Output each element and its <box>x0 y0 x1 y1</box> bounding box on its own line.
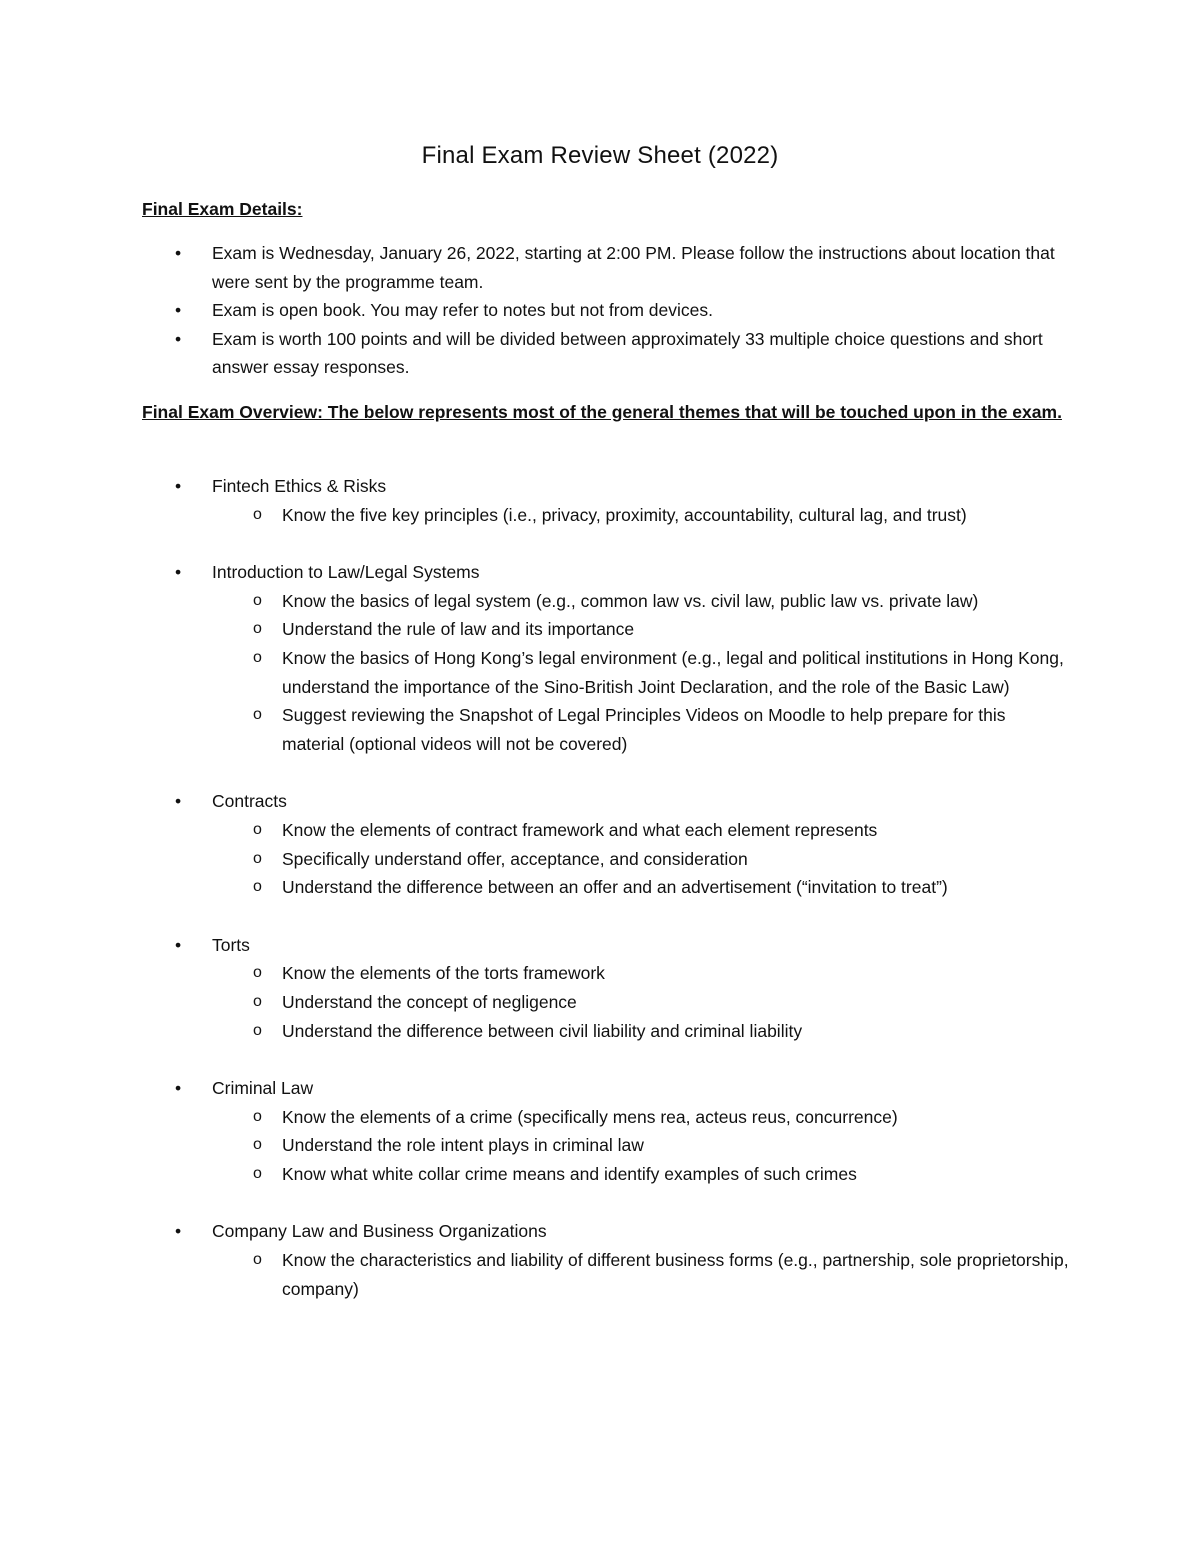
topic-name: Company Law and Business Organizations <box>212 1221 547 1242</box>
details-item-text: Exam is worth 100 points and will be divided between approximately 33 multiple choice questions and short answer essay responses. <box>212 328 1043 378</box>
bullet-icon: • <box>175 300 182 321</box>
spacer <box>142 758 1072 787</box>
topic-subitem <box>212 701 1072 758</box>
topic-subitem-text: Understand the role intent plays in criminal law <box>282 1135 644 1156</box>
topic-subitem <box>212 1103 1072 1132</box>
topics-list <box>142 472 1072 1303</box>
topic-subitem <box>212 959 1072 988</box>
bullet-icon: • <box>175 1078 182 1099</box>
topic-subitem <box>212 1160 1072 1189</box>
topic-name: Criminal Law <box>212 1078 314 1099</box>
circle-bullet-icon: o <box>253 820 262 838</box>
topic-name: Torts <box>212 934 250 955</box>
spacer <box>142 1045 1072 1074</box>
topic-subitem <box>212 988 1072 1017</box>
bullet-icon: • <box>175 791 182 812</box>
circle-bullet-icon: o <box>253 706 262 724</box>
circle-bullet-icon: o <box>253 1164 262 1182</box>
spacer <box>142 529 1072 558</box>
details-item-text: Exam is open book. You may refer to notes but not from devices. <box>212 300 713 321</box>
topic-item <box>142 787 1072 901</box>
spacer <box>142 1188 1072 1217</box>
topic-item <box>142 472 1072 529</box>
topic-subitem <box>212 587 1072 616</box>
topic-subitems <box>212 1246 1072 1303</box>
topic-subitem <box>212 845 1072 874</box>
topic-subitem-text: Know the basics of legal system (e.g., common law vs. civil law, public law vs. private law) <box>282 590 979 611</box>
details-list <box>142 239 1072 382</box>
details-heading: Final Exam Details: <box>142 199 303 219</box>
spacer <box>142 902 1072 931</box>
circle-bullet-icon: o <box>253 1021 262 1039</box>
circle-bullet-icon: o <box>253 648 262 666</box>
topic-subitems <box>212 1103 1072 1189</box>
overview-heading: Final Exam Overview: The below represents most of the general themes that will be touched upon in the exam. <box>142 402 1062 422</box>
topic-subitem-text: Know the elements of the torts framework <box>282 963 605 984</box>
topic-subitem-text: Suggest reviewing the Snapshot of Legal Principles Videos on Moodle to help prepare for this material (optional videos will not be covered) <box>282 705 1006 754</box>
topic-name: Fintech Ethics & Risks <box>212 476 387 496</box>
circle-bullet-icon: o <box>253 964 262 982</box>
topic-subitem <box>212 1246 1072 1303</box>
bullet-icon: • <box>175 476 182 496</box>
bullet-icon: • <box>175 328 182 349</box>
topic-subitems <box>212 587 1072 759</box>
topic-subitem-text: Know what white collar crime means and identify examples of such crimes <box>282 1163 857 1184</box>
topic-subitem-text: Know the basics of Hong Kong’s legal environment (e.g., legal and political institutions in Hong Kong, understand the importance of the Sino-British Joint Declaration, and the role of the Basic Law) <box>282 647 1064 697</box>
circle-bullet-icon: o <box>253 1251 262 1269</box>
topic-subitem-text: Specifically understand offer, acceptance, and consideration <box>282 848 748 869</box>
topic-subitem <box>212 1131 1072 1160</box>
bullet-icon: • <box>175 243 182 263</box>
bullet-icon: • <box>175 562 182 583</box>
circle-bullet-icon: o <box>253 878 262 896</box>
topic-subitem <box>212 644 1072 701</box>
topic-subitem-text: Understand the rule of law and its importance <box>282 619 635 640</box>
circle-bullet-icon: o <box>253 620 262 638</box>
topic-subitem <box>212 1017 1072 1046</box>
topic-subitem-text: Understand the difference between civil liability and criminal liability <box>282 1020 803 1041</box>
topic-item <box>142 931 1072 1045</box>
topic-subitems <box>212 501 1072 530</box>
details-item-text: Exam is Wednesday, January 26, 2022, starting at 2:00 PM. Please follow the instructions about location that were sent by the programme team. <box>212 243 1055 292</box>
topic-item <box>142 558 1072 758</box>
topic-subitem-text: Know the characteristics and liability of different business forms (e.g., partnership, sole proprietorship, company) <box>282 1250 1069 1299</box>
topic-subitem <box>212 615 1072 644</box>
topic-name: Contracts <box>212 791 287 812</box>
circle-bullet-icon: o <box>253 591 262 609</box>
details-item <box>142 239 1072 296</box>
topic-subitem-text: Understand the concept of negligence <box>282 991 577 1012</box>
topic-subitem <box>212 501 1072 530</box>
topic-subitem-text: Know the elements of contract framework and what each element represents <box>282 819 878 840</box>
topic-subitems <box>212 816 1072 902</box>
details-item <box>142 296 1072 325</box>
bullet-icon: • <box>175 934 182 955</box>
topic-subitem-text: Know the five key principles (i.e., privacy, proximity, accountability, cultural lag, and trust) <box>282 504 967 525</box>
circle-bullet-icon: o <box>253 1107 262 1125</box>
topic-item <box>142 1217 1072 1303</box>
document-title: Final Exam Review Sheet (2022) <box>421 142 779 169</box>
topic-subitem <box>212 816 1072 845</box>
circle-bullet-icon: o <box>253 1136 262 1154</box>
topic-subitems <box>212 959 1072 1045</box>
details-item <box>142 325 1072 382</box>
topic-name: Introduction to Law/Legal Systems <box>212 562 480 583</box>
circle-bullet-icon: o <box>253 849 262 867</box>
circle-bullet-icon: o <box>253 505 262 523</box>
topic-subitem-text: Understand the difference between an offer and an advertisement (“invitation to treat”) <box>282 877 948 898</box>
topic-subitem-text: Know the elements of a crime (specifically mens rea, acteus reus, concurrence) <box>282 1106 898 1127</box>
bullet-icon: • <box>175 1221 182 1242</box>
circle-bullet-icon: o <box>253 992 262 1010</box>
topic-subitem <box>212 873 1072 902</box>
topic-item <box>142 1074 1072 1188</box>
